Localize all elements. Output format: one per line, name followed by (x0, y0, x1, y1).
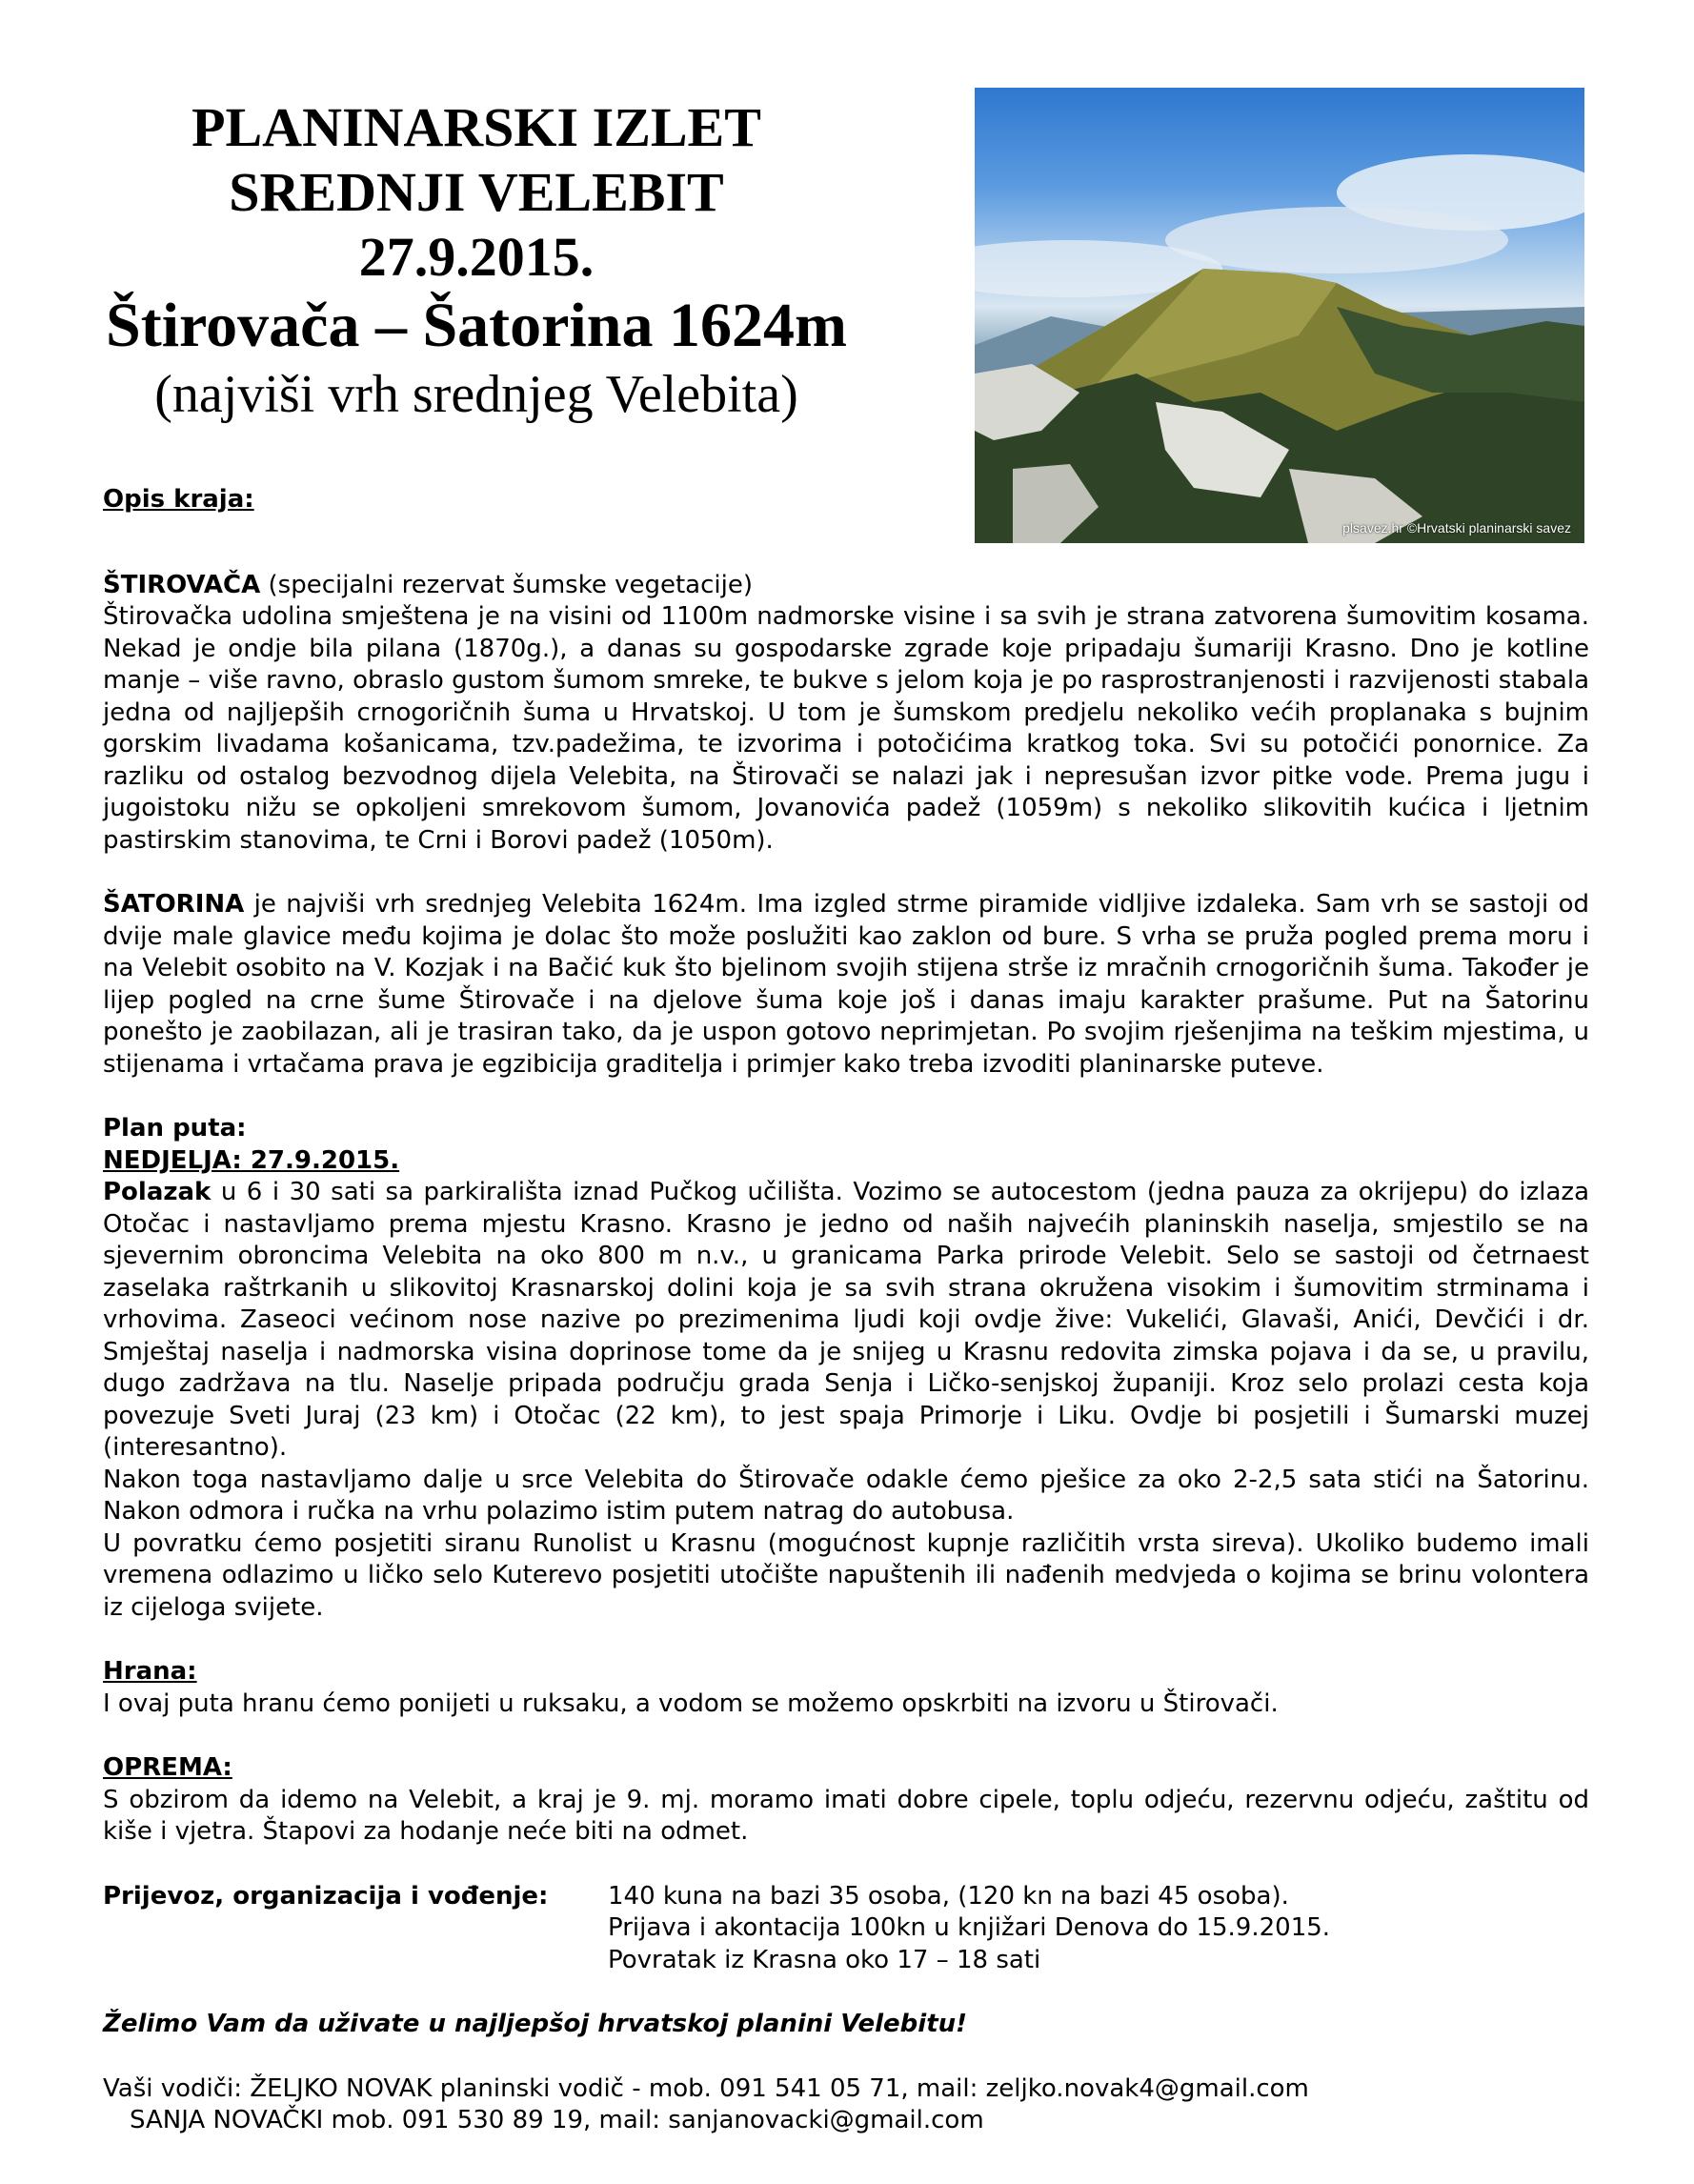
plan-date: NEDJELJA: 27.9.2015. (103, 1145, 400, 1175)
title-line-1: PLANINARSKI IZLET (192, 96, 761, 158)
polazak-text: u 6 i 30 sati sa parkirališta iznad Pučkog učilišta. Vozimo se autocestom (jedna pauza za okrijepu) do izlaza Otočac i nastavljamo prema mjestu Krasno. Krasno je jedno od naših najvećih planinskih naselja, smjestilo se na sjevernim obroncima Velebita na oko 800 m n.v., u granicama Parka prirode Velebit. Selo se sastoji od četrnaest zaselaka raštrkanih u slikovitoj Krasnarskoj dolini koja je sa svih strana okružena visokim i šumovitim strminama i vrhovima. Zaseoci većinom nose nazive po prezimenima ljudi koji ovdje žive: Vukelići, Glavaši, Anići, Devčići i dr. Smještaj naselja i nadmorska visina doprinose tome da je snijeg u Krasnu redovita zimska pojava i da se, u pravilu, dugo zadržava na tlu. Naselje pripada području grada Senja i Ličko-senjskoj županiji. Kroz selo prolazi cesta koja povezuje Sveti Juraj (23 km) i Otočac (22 km), to jest spaja Primorje i Liku. Ovdje bi posjetili i Šumarski muzej (interesantno). (103, 1178, 1589, 1462)
mountain-landscape-image (975, 88, 1584, 543)
satorina-text: je najviši vrh srednjeg Velebita 1624m. Ima izgled strme piramide vidljive izdaleka. Sam vrh se sastoji od dvije male glavice među kojima je dolac što može poslužiti kao zaklon od bure. S vrha se pruža pogled prema moru i na Velebit osobito na V. Kozjak i na Bačić kuk što bjelinom svojih stijena strše iz mračnih crnogoričnih šuma. Također je lijep pogled na crne šume Štirovače i na djelove šuma koje još i danas imaju karakter prašume. Put na Šatorinu ponešto je zaobilazan, ali je trasiran tako, da je uspon gotovo neprimjetan. Po svojim rješenjima na teškim mjestima, u stijenama i vrtačama prava je egzibicija graditelja i primjer kako treba izvoditi planinarske puteve. (103, 890, 1589, 1079)
prijevoz-line-1: 140 kuna na bazi 35 osoba, (120 kn na bazi 45 osoba). (608, 1881, 1289, 1911)
prijevoz-label: Prijevoz, organizacija i vođenje: (103, 1881, 549, 1911)
hrana-text: I ovaj puta hranu ćemo ponijeti u ruksaku, a vodom se možemo opskrbiti na izvoru u Štirovači. (103, 1689, 1279, 1718)
stirovaca-paragraph: Štirovačka udolina smještena je na visini od 1100m nadmorske visine i sa svih je strana zatvorena šumovitim kosama. Nekad je ondje bila pilana (1870g.), a danas su gospodarske zgrade koje pripadaju šumariji Krasno. Dno je kotline manje – više ravno, obraslo gustom šumom smreke, te bukve s jelom koja je po rasprostranjenosti i razvijenosti stabala jedna od najljepših crnogoričnih šuma u Hrvatskoj. U tom je šumskom predjelu nekoliko većih proplanaka s bujnim gorskim livadama košanicama, tzv.padežima, te izvorima i potočićima kratkog toka. Svi su potočići ponornice. Za razliku od ostalog bezvodnog dijela Velebita, na Štirovači se nalazi jak i nepresušan izvor pitke vode. Prema jugu i jugoistoku nižu se opkoljeni smrekovom šumom, Jovanovića padež (1059m) s nekoliko slikovitih kućica i ljetnim pastirskim stanovima, te Crni i Borovi padež (1050m). (103, 602, 1589, 855)
satorina-name: ŠATORINA (103, 890, 245, 919)
stirovaca-title (103, 570, 1589, 602)
plan-paragraph-3: U povratku ćemo posjetiti siranu Runolist u Krasnu (mogućnost kupnje različitih vrsta sireva). Ukoliko budemo imali vremena odlazimo u ličko selo Kuterevo posjetiti utočište napuštenih ili nađenih medvjeda o kojima se brinu volontera iz cijeloga svijete. (103, 1528, 1589, 1622)
stirovaca-subtitle: (specijalni rezervat šumske vegetacije) (260, 570, 753, 599)
mountain-photo (975, 88, 1584, 543)
satorina-paragraph (103, 889, 1589, 1081)
prijevoz-line-3: Povratak iz Krasna oko 17 – 18 sati (608, 1945, 1041, 1974)
prijevoz-section (103, 1881, 1589, 1977)
plan-heading: Plan puta: (103, 1114, 247, 1143)
prijevoz-line-2: Prijava i akontacija 100kn u knjižari Denova do 15.9.2015. (608, 1913, 1331, 1942)
title-route: Štirovača – Šatorina 1624m (106, 291, 847, 360)
polazak-paragraph (103, 1177, 1589, 1465)
polazak-label: Polazak (103, 1178, 212, 1206)
oprema-text: S obzirom da idemo na Velebit, a kraj je 9. mj. moramo imati dobre cipele, toplu odjeću, rezervnu odjeću, zaštitu od kiše i vjetra. Štapovi za hodanje neće biti na odmet. (103, 1785, 1589, 1846)
hrana-heading: Hrana: (103, 1657, 197, 1686)
closing-message: Želimo Vam da uživate u najljepšoj hrvatskoj planini Velebitu! (103, 2010, 967, 2038)
title-date: 27.9.2015. (358, 226, 595, 288)
oprema-heading: OPREMA: (103, 1753, 232, 1782)
title-block (105, 95, 848, 427)
plan-paragraph-2: Nakon toga nastavljamo dalje u srce Velebita do Štirovače odakle ćemo pješice za oko 2-2,5 sata stići na Šatorinu. Nakon odmora i ručka na vrhu polazimo istim putem natrag do autobusa. (103, 1465, 1589, 1526)
stirovaca-name: ŠTIROVAČA (103, 570, 261, 599)
title-line-2: SREDNJI VELEBIT (229, 161, 724, 223)
title-subtitle: (najviši vrh srednjeg Velebita) (154, 365, 798, 424)
document-body (103, 484, 1589, 2137)
prijevoz-details (608, 1881, 1330, 1977)
opis-heading: Opis kraja: (103, 485, 254, 514)
contact-line-1: Vaši vodiči: ŽELJKO NOVAK planinski vodič - mob. 091 541 05 71, mail: zeljko.novak4@gmail.com (103, 2073, 1309, 2103)
contact-line-2: SANJA NOVAČKI mob. 091 530 89 19, mail: sanjanovacki@gmail.com (130, 2106, 984, 2134)
photo-credit: plsavez.hr ©Hrvatski planinarski savez (1342, 520, 1571, 536)
